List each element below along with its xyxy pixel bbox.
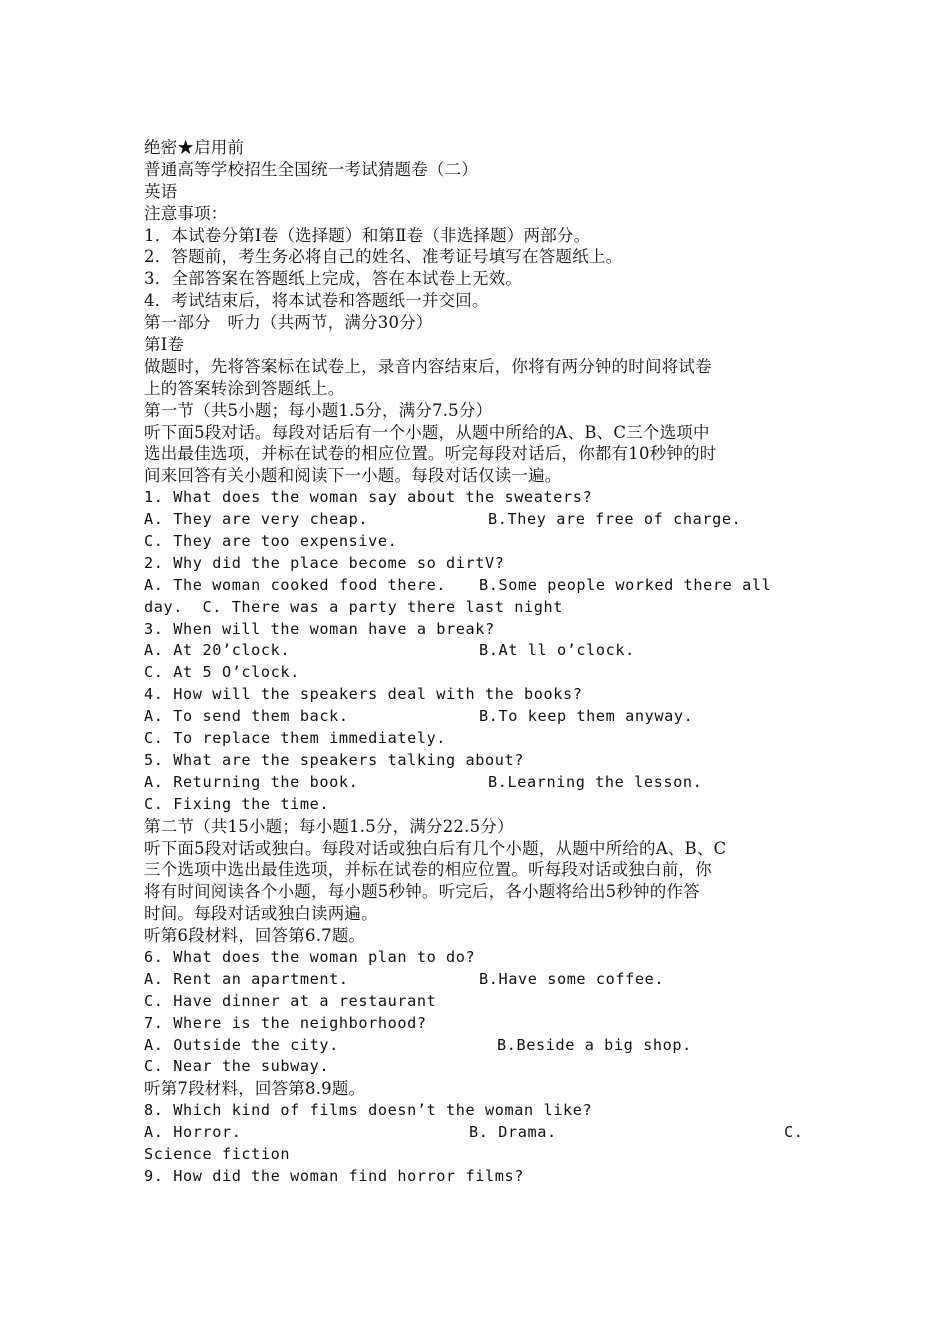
question-stem: 6. What does the woman plan to do? [144,947,476,966]
option-row [144,1122,814,1144]
material-heading: 听第6段材料，回答第6.7题。 [144,926,366,946]
exam-title: 普通高等学校招生全国统一考试猜题卷（二） [144,159,478,179]
part1-title: 第一部分 听力（共两节，满分30分） [144,313,433,333]
option-a: A. They are very cheap. [144,510,369,529]
option-a: A. Rent an apartment. [144,969,349,988]
notice-item: 2．答题前，考生务必将自己的姓名、准考证号填写在答题纸上。 [144,247,623,267]
question-stem: 3. When will the woman have a break? [144,619,495,638]
notice-title: 注意事项： [144,203,228,223]
option-c: C. Fixing the time. [144,794,330,813]
question-stem: 7. Where is the neighborhood? [144,1013,427,1032]
question-stem: 4. How will the speakers deal with the books? [144,685,583,704]
section2-desc: 将有时间阅读各个小题，每小题5秒钟。听完后，各小题将给出5秒钟的作答 [144,882,700,902]
option-row [144,772,814,794]
option-b: B.To keep them anyway. [479,707,694,726]
section1-desc: 听下面5段对话。每段对话后有一个小题，从题中所给的A、B、C三个选项中 [144,422,710,442]
notice-item: 4．考试结束后，将本试卷和答题纸一并交回。 [144,291,489,311]
option-row [144,969,814,991]
option-b: B.Have some coffee. [479,969,665,988]
notice-item: 1．本试卷分第Ⅰ卷（选择题）和第Ⅱ卷（非选择题）两部分。 [144,225,591,245]
option-c: C. At 5 O’clock. [144,663,300,682]
option-b: B.They are free of charge. [488,510,742,529]
option-b: B.Some people worked there all [479,575,772,594]
option-b: B. Drama. [469,1123,557,1142]
secret-label: 绝密★启用前 [144,138,245,157]
option-a: A. Outside the city. [144,1035,339,1054]
option-b: B.Learning the lesson. [488,772,703,791]
question-stem: 2. Why did the place become so dirtV? [144,553,505,572]
option-a: A. Horror. [144,1123,242,1142]
section2-desc: 时间。每段对话或独白读两遍。 [144,904,378,924]
question-stem: 8. Which kind of films doesn’t the woman like? [144,1101,593,1120]
option-b: B.Beside a big shop. [497,1035,692,1054]
option-a: A. Returning the book. [144,772,359,791]
option-b: B.At ll o’clock. [479,641,635,660]
part1-instruction: 做题时，先将答案标在试卷上，录音内容结束后，你将有两分钟的时间将试卷 [144,356,712,376]
section2-desc: 听下面5段对话或独白。每段对话或独白后有几个小题，从题中所给的A、B、C [144,838,727,858]
part1-instruction: 上的答案转涂到答题纸上。 [144,378,345,398]
option-c: C. They are too expensive. [144,532,398,551]
exam-paper [144,137,814,1188]
option-a: A. To send them back. [144,707,349,726]
option-a: A. The woman cooked food there. [144,575,447,594]
volume-label: 第Ⅰ卷 [144,335,185,355]
option-a: A. At 20’clock. [144,641,291,660]
option-c: C. Near the subway. [144,1057,330,1076]
option-row [144,509,814,531]
section1-title: 第一节（共5小题；每小题1.5分，满分7.5分） [144,400,493,420]
subject-label: 英语 [144,181,178,201]
question-stem: 9. How did the woman find horror films? [144,1166,525,1185]
option-row [144,575,814,597]
question-stem: 5. What are the speakers talking about? [144,750,525,769]
section2-title: 第二节（共15小题；每小题1.5分，满分22.5分） [144,816,514,836]
option-c: C. [784,1123,804,1142]
question-stem: 1. What does the woman say about the sweaters? [144,488,593,507]
material-heading: 听第7段材料，回答第8.9题。 [144,1079,366,1099]
option-c: C. To replace them immediately. [144,729,447,748]
section1-desc: 间来回答有关小题和阅读下一小题。每段对话仅读一遍。 [144,466,562,486]
notice-item: 3．全部答案在答题纸上完成，答在本试卷上无效。 [144,269,523,289]
option-c-continued: Science fiction [144,1144,291,1163]
option-row [144,1035,814,1057]
option-row [144,706,814,728]
section2-desc: 三个选项中选出最佳选项，并标在试卷的相应位置。听每段对话或独白前，你 [144,860,712,880]
section1-desc: 选出最佳选项，并标在试卷的相应位置。听完每段对话后，你都有10秒钟的时 [144,444,717,464]
option-row [144,640,814,662]
option-c: C. Have dinner at a restaurant [144,991,437,1010]
option-c: day. C. There was a party there last night [144,597,563,616]
